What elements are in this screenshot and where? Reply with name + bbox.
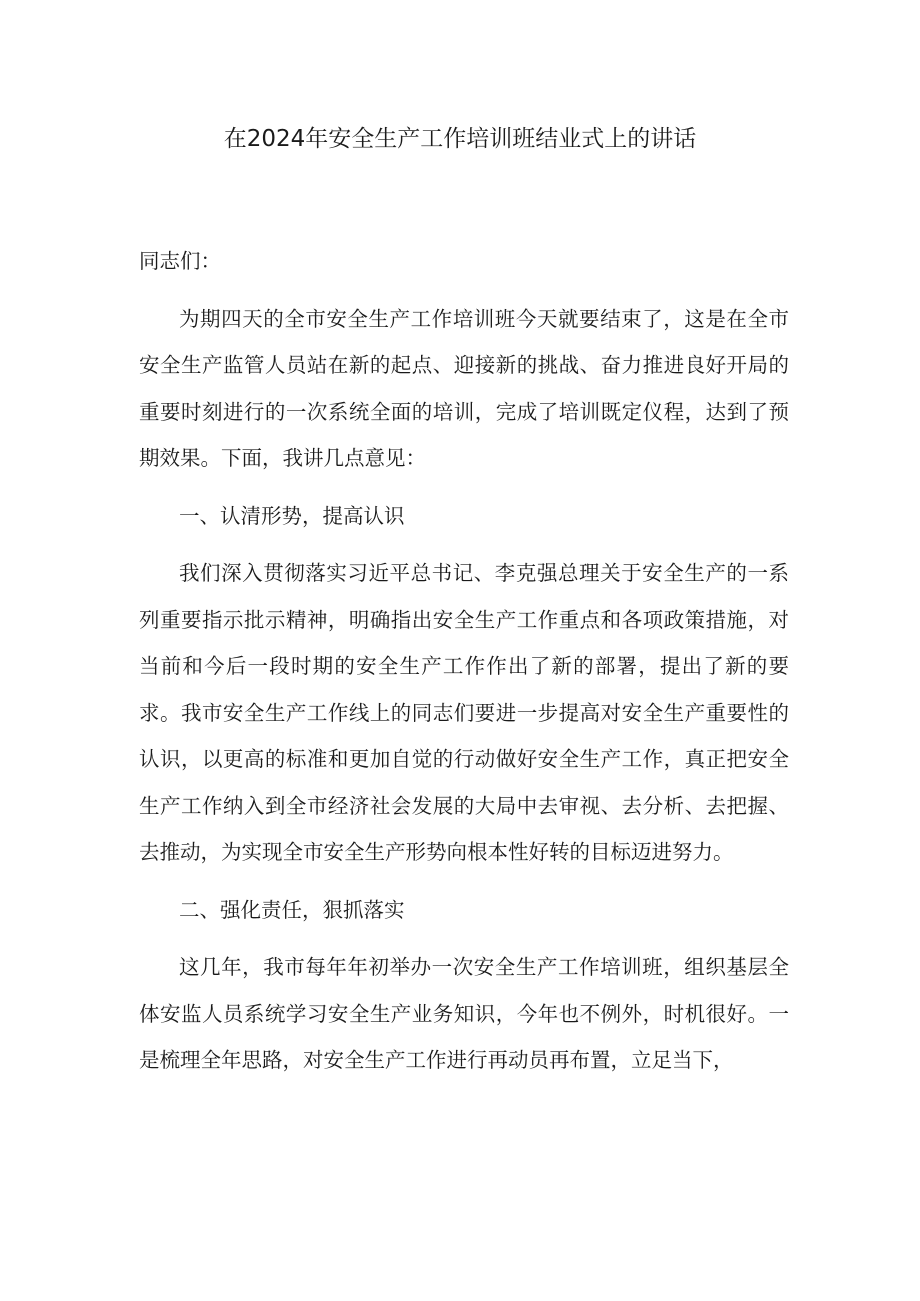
paragraph-section-1: 我们深入贯彻落实习近平总书记、李克强总理关于安全生产的一系列重要指示批示精神，明确指出安全生产工作重点和各项政策措施，对当前和今后一段时期的安全生产工作作出了新的部署，提出了新的要求。我市安全生产工作线上的同志们要进一步提高对安全生产重要性的认识，以更高的标准和更加自觉的行动做好安全生产工作，真正把安全生产工作纳入到全市经济社会发展的大局中去审视、去分析、去把握、去推动，为实现全市安全生产形势向根本性好转的目标迈进努力。 [139,561,789,864]
salutation: 同志们： [139,249,221,273]
document-title: 在2024年安全生产工作培训班结业式上的讲话 [223,126,697,152]
section-heading-1: 一、认清形势，提高认识 [179,503,405,528]
section-heading-2: 二、强化责任，狠抓落实 [179,897,405,922]
paragraph-section-2: 这几年，我市每年年初举办一次安全生产工作培训班，组织基层全体安监人员系统学习安全生产业务知识，今年也不例外，时机很好。一是梳理全年思路，对安全生产工作进行再动员再布置，立足当下， [139,955,789,1072]
document-body [139,238,789,1095]
paragraph-intro: 为期四天的全市安全生产工作培训班今天就要结束了，这是在全市安全生产监管人员站在新的起点、迎接新的挑战、奋力推进良好开局的重要时刻进行的一次系统全面的培训，完成了培训既定仪程，达到了预期效果。下面，我讲几点意见： [139,306,789,470]
